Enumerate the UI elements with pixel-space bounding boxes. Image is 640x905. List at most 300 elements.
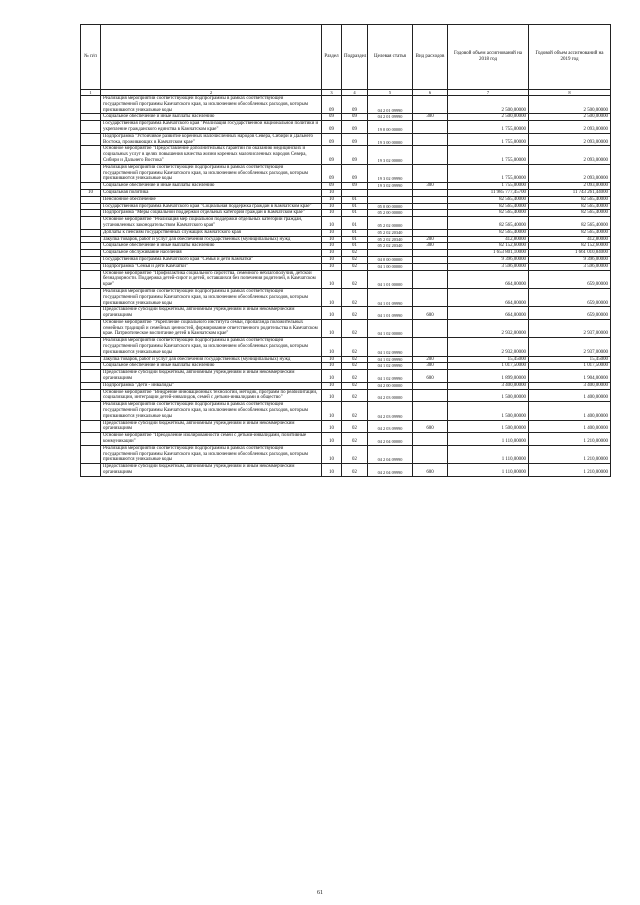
column-number: 1 (81, 90, 101, 96)
row-podrazdel: 02 (342, 338, 368, 356)
table-row (81, 263, 611, 270)
row-amount-2018: 1 110,00000 (448, 445, 529, 463)
row-amount-2018: 82 565,40000 (448, 203, 529, 210)
row-name: Основное мероприятие "Укрепление социального института семьи, пропаганда положительных семейных традиций и семейных ценностей, формирование ответственного родительства в Камчатском крае. Патриотическое воспитание детей в Камчатском крае" (101, 319, 322, 337)
row-expense-type (413, 256, 448, 263)
row-name: Основное мероприятие "Реализация мер социальной поддержки отдельных категорий граждан, установленных законодательством Камчатского края" (101, 217, 322, 230)
row-target-article: 05 2 02 20340 (368, 236, 413, 243)
row-amount-2019: 11 743 261,44000 (529, 189, 611, 196)
row-number (81, 263, 101, 270)
header-target-article: Целевая статья (368, 25, 413, 90)
row-amount-2018: 82 565,40000 (448, 210, 529, 217)
row-number (81, 183, 101, 190)
row-amount-2019: 1 400,00000 (529, 389, 611, 402)
row-amount-2018: 1 110,00000 (448, 464, 529, 477)
row-amount-2019: 1 210,00000 (529, 445, 611, 463)
row-amount-2018: 664,00000 (448, 307, 529, 320)
row-podrazdel: 02 (342, 263, 368, 270)
row-target-article: 04 2 03 09990 (368, 402, 413, 420)
row-number (81, 445, 101, 463)
row-target-article: 04 2 03 00000 (368, 389, 413, 402)
row-number (81, 243, 101, 250)
row-expense-type: 300 (413, 183, 448, 190)
row-amount-2018: 2 500,00000 (448, 114, 529, 121)
row-amount-2018: 1 899,00000 (448, 370, 529, 383)
row-amount-2018: 1 500,00000 (448, 389, 529, 402)
row-expense-type (413, 164, 448, 182)
row-razdel: 10 (322, 256, 342, 263)
row-amount-2019: 82 565,40000 (529, 217, 611, 230)
row-razdel: 10 (322, 319, 342, 337)
row-target-article: 04 1 00 00000 (368, 263, 413, 270)
header-name (101, 25, 322, 90)
column-number: 2 (101, 90, 322, 96)
row-expense-type: 300 (413, 243, 448, 250)
row-razdel: 10 (322, 203, 342, 210)
row-amount-2018: 1 500,00000 (448, 402, 529, 420)
row-amount-2018: 1 500,00000 (448, 420, 529, 433)
row-target-article: 04 2 04 09990 (368, 464, 413, 477)
row-name: Предоставление субсидий бюджетным, автономным учреждениям и иным некоммерческим организациям (101, 420, 322, 433)
row-amount-2019: 2 937,00000 (529, 319, 611, 337)
table-row (81, 445, 611, 463)
row-expense-type: 600 (413, 420, 448, 433)
row-podrazdel: 02 (342, 382, 368, 389)
row-target-article: 04 1 02 09990 (368, 338, 413, 356)
row-name: Социальное обеспечение и иные выплаты населению (101, 363, 322, 370)
row-amount-2018: 1 653 801,10000 (448, 250, 529, 257)
row-razdel: 10 (322, 464, 342, 477)
row-razdel: 10 (322, 189, 342, 196)
row-razdel: 10 (322, 338, 342, 356)
row-podrazdel: 01 (342, 210, 368, 217)
table-row (81, 338, 611, 356)
row-expense-type (413, 445, 448, 463)
row-amount-2018: 82 565,40000 (448, 196, 529, 203)
row-number (81, 382, 101, 389)
row-name: Социальное обеспечение и иные выплаты населению (101, 114, 322, 121)
row-amount-2019: 82 565,40000 (529, 203, 611, 210)
row-amount-2018: 412,80000 (448, 236, 529, 243)
row-expense-type (413, 319, 448, 337)
row-podrazdel: 01 (342, 236, 368, 243)
row-podrazdel: 02 (342, 433, 368, 446)
row-razdel: 10 (322, 420, 342, 433)
row-expense-type (413, 250, 448, 257)
row-expense-type: 600 (413, 464, 448, 477)
row-number (81, 121, 101, 134)
table-row (81, 189, 611, 196)
row-target-article: 04 1 02 09990 (368, 356, 413, 363)
row-number (81, 270, 101, 288)
row-name: Закупка товаров, работ и услуг для обеспечения государственных (муниципальных) нужд (101, 356, 322, 363)
row-number (81, 288, 101, 306)
row-target-article: 05 2 00 00000 (368, 210, 413, 217)
row-name: Подпрограмма "Устойчивое развитие коренных малочисленных народов Севера, Сибири и Дальнего Востока, проживающих в Камчатском крае" (101, 133, 322, 146)
row-podrazdel: 02 (342, 370, 368, 383)
row-razdel: 09 (322, 164, 342, 182)
table-row (81, 164, 611, 182)
row-podrazdel: 09 (342, 183, 368, 190)
row-number (81, 338, 101, 356)
row-amount-2018: 2 932,00000 (448, 319, 529, 337)
row-amount-2018: 11 985 777,45700 (448, 189, 529, 196)
table-row (81, 229, 611, 236)
row-amount-2019: 1 400,00000 (529, 402, 611, 420)
row-amount-2018: 3 596,00000 (448, 263, 529, 270)
row-name: Доплаты к пенсиям государственных служащих Камчатского края (101, 229, 322, 236)
row-razdel: 10 (322, 217, 342, 230)
table-row (81, 389, 611, 402)
row-target-article (368, 189, 413, 196)
row-podrazdel: 09 (342, 114, 368, 121)
row-razdel: 10 (322, 356, 342, 363)
row-amount-2019: 2 937,00000 (529, 338, 611, 356)
table-row (81, 196, 611, 203)
row-amount-2018: 1 755,00000 (448, 121, 529, 134)
table-row (81, 420, 611, 433)
row-number (81, 236, 101, 243)
row-target-article: 19 3 02 09990 (368, 183, 413, 190)
row-expense-type (413, 382, 448, 389)
header-num: № п/п (81, 25, 101, 90)
table-row (81, 210, 611, 217)
column-number: 4 (342, 90, 368, 96)
row-amount-2018: 1 017,50000 (448, 363, 529, 370)
row-target-article: 05 2 02 00000 (368, 217, 413, 230)
row-amount-2018: 82 565,40000 (448, 217, 529, 230)
row-expense-type (413, 389, 448, 402)
row-podrazdel: 01 (342, 229, 368, 236)
row-razdel: 10 (322, 196, 342, 203)
table-row (81, 146, 611, 164)
header-2019-amount: Годовой объем ассигнований на 2019 год (529, 25, 611, 90)
row-razdel: 10 (322, 445, 342, 463)
row-number (81, 319, 101, 337)
row-amount-2019: 82 565,40000 (529, 196, 611, 203)
row-number (81, 196, 101, 203)
row-amount-2019: 82 565,40000 (529, 210, 611, 217)
row-target-article: 05 2 02 20340 (368, 229, 413, 236)
row-name: Социальное обеспечение и иные выплаты населению (101, 183, 322, 190)
row-amount-2019: 9 396,00000 (529, 256, 611, 263)
table-row (81, 121, 611, 134)
table-row (81, 203, 611, 210)
row-expense-type (413, 338, 448, 356)
row-expense-type: 600 (413, 370, 448, 383)
row-expense-type (413, 229, 448, 236)
row-amount-2018: 664,00000 (448, 288, 529, 306)
row-target-article: 05 2 02 20340 (368, 243, 413, 250)
row-expense-type (413, 270, 448, 288)
row-podrazdel: 02 (342, 288, 368, 306)
row-number (81, 363, 101, 370)
row-name: Подпрограмма "Семья и дети Камчатки" (101, 263, 322, 270)
row-podrazdel: 02 (342, 319, 368, 337)
row-target-article: 04 1 01 09990 (368, 307, 413, 320)
row-razdel: 09 (322, 183, 342, 190)
row-razdel: 10 (322, 263, 342, 270)
row-target-article: 04 2 00 00000 (368, 382, 413, 389)
table-row (81, 370, 611, 383)
row-number (81, 256, 101, 263)
row-name: Реализация мероприятий соответствующей подпрограммы в рамках соответствующей государственной программы Камчатского края, за исключением обособленных расходов, которым присваиваются уникальные коды (101, 288, 322, 306)
row-number (81, 464, 101, 477)
row-amount-2019: 2 093,00000 (529, 121, 611, 134)
row-podrazdel: 02 (342, 356, 368, 363)
row-number (81, 389, 101, 402)
row-amount-2018: 664,00000 (448, 270, 529, 288)
row-amount-2018: 1 755,00000 (448, 146, 529, 164)
row-name: Предоставление субсидий бюджетным, автономным учреждениям и иным некоммерческим организациям (101, 370, 322, 383)
row-target-article: 04 2 04 09990 (368, 445, 413, 463)
row-amount-2019: 1 017,50000 (529, 363, 611, 370)
row-target-article: 04 1 02 09990 (368, 363, 413, 370)
row-amount-2018: 2 932,00000 (448, 338, 529, 356)
row-amount-2019: 2 093,00000 (529, 146, 611, 164)
row-amount-2019: 659,00000 (529, 288, 611, 306)
row-razdel: 10 (322, 210, 342, 217)
row-target-article: 19 3 02 09990 (368, 164, 413, 182)
row-target-article: 04 1 01 09990 (368, 288, 413, 306)
row-amount-2018: 1 755,00000 (448, 164, 529, 182)
row-podrazdel: 02 (342, 250, 368, 257)
table-row (81, 319, 611, 337)
row-amount-2019: 659,00000 (529, 270, 611, 288)
budget-table (80, 24, 611, 477)
row-name: Основное мероприятие "Предоставление дополнительных гарантий по оказанию медицинских и социальных услуг в целях повышения качества жизни коренных малочисленных народов Севера, Сибири и Дальнего Востока" (101, 146, 322, 164)
row-number (81, 402, 101, 420)
table-row (81, 256, 611, 263)
row-name: Реализация мероприятий соответствующей подпрограммы в рамках соответствующей государственной программы Камчатского края, за исключением обособленных расходов, которым присваиваются уникальные коды (101, 445, 322, 463)
row-razdel: 10 (322, 389, 342, 402)
table-row (81, 464, 611, 477)
row-number (81, 164, 101, 182)
row-expense-type: 300 (413, 363, 448, 370)
row-number (81, 250, 101, 257)
row-amount-2019: 1 661 010,84000 (529, 250, 611, 257)
row-name: Социальное обслуживание населения (101, 250, 322, 257)
row-number (81, 217, 101, 230)
row-name: Основное мероприятие "Преодоление изолированности семей с детьми-инвалидами, позитивные коммуникации" (101, 433, 322, 446)
row-number: 10 (81, 189, 101, 196)
row-amount-2019: 659,00000 (529, 307, 611, 320)
column-number: 3 (322, 90, 342, 96)
row-expense-type (413, 133, 448, 146)
budget-table-sheet (80, 24, 610, 477)
row-name: Реализация мероприятий соответствующей подпрограммы в рамках соответствующей государственной программы Камчатского края, за исключением обособленных расходов, которым присваиваются уникальные коды (101, 164, 322, 182)
table-row (81, 183, 611, 190)
row-number (81, 370, 101, 383)
row-amount-2019: 3 400,00000 (529, 382, 611, 389)
row-expense-type (413, 146, 448, 164)
row-razdel: 10 (322, 370, 342, 383)
row-name: Реализация мероприятий соответствующей подпрограммы в рамках соответствующей государственной программы Камчатского края, за исключением обособленных расходов, которым присваиваются уникальные коды (101, 96, 322, 114)
table-row (81, 433, 611, 446)
row-razdel: 09 (322, 146, 342, 164)
column-number: 6 (413, 90, 448, 96)
column-number: 5 (368, 90, 413, 96)
table-row (81, 96, 611, 114)
row-expense-type (413, 189, 448, 196)
row-podrazdel: 02 (342, 307, 368, 320)
table-row (81, 307, 611, 320)
row-razdel: 09 (322, 133, 342, 146)
row-razdel: 10 (322, 433, 342, 446)
row-target-article: 04 0 00 00000 (368, 256, 413, 263)
row-razdel: 10 (322, 243, 342, 250)
row-target-article: 05 0 00 00000 (368, 203, 413, 210)
row-amount-2019: 2 093,00000 (529, 133, 611, 146)
row-number (81, 210, 101, 217)
header-expense-type: Вид расходов (413, 25, 448, 90)
row-number (81, 133, 101, 146)
row-amount-2018: 15,45000 (448, 356, 529, 363)
table-row (81, 382, 611, 389)
row-target-article: 19 3 00 00000 (368, 133, 413, 146)
table-row (81, 363, 611, 370)
row-name: Государственная программа Камчатского края "Семья и дети Камчатки" (101, 256, 322, 263)
row-target-article: 19 3 02 00000 (368, 146, 413, 164)
table-row (81, 356, 611, 363)
row-podrazdel (342, 189, 368, 196)
row-razdel: 10 (322, 250, 342, 257)
row-expense-type: 200 (413, 236, 448, 243)
row-number (81, 203, 101, 210)
row-target-article (368, 250, 413, 257)
row-podrazdel: 09 (342, 146, 368, 164)
row-expense-type (413, 288, 448, 306)
row-podrazdel: 01 (342, 203, 368, 210)
row-expense-type (413, 263, 448, 270)
row-expense-type (413, 196, 448, 203)
row-number (81, 96, 101, 114)
column-number: 8 (529, 90, 611, 96)
row-amount-2018: 1 110,00000 (448, 433, 529, 446)
row-podrazdel: 02 (342, 420, 368, 433)
row-podrazdel: 02 (342, 402, 368, 420)
row-expense-type (413, 402, 448, 420)
page-number: 61 (317, 890, 323, 896)
row-podrazdel: 01 (342, 196, 368, 203)
table-row (81, 133, 611, 146)
row-target-article: 04 2 03 09990 (368, 420, 413, 433)
row-podrazdel: 02 (342, 363, 368, 370)
row-name: Реализация мероприятий соответствующей подпрограммы в рамках соответствующей государственной программы Камчатского края, за исключением обособленных расходов, которым присваиваются уникальные коды (101, 338, 322, 356)
row-name: Основное мероприятие "Профилактика социального сиротства, семейного неблагополучия, детской безнадзорности. Поддержка детей-сирот и детей, оставшихся без попечения родителей, в Камчатском крае" (101, 270, 322, 288)
table-row (81, 114, 611, 121)
row-amount-2019: 2 500,00000 (529, 114, 611, 121)
row-target-article: 04 1 01 00000 (368, 270, 413, 288)
row-expense-type (413, 96, 448, 114)
row-podrazdel: 02 (342, 389, 368, 402)
row-expense-type: 200 (413, 356, 448, 363)
row-razdel: 10 (322, 270, 342, 288)
row-name: Социальная политика (101, 189, 322, 196)
row-target-article: 19 0 00 00000 (368, 121, 413, 134)
row-razdel: 10 (322, 307, 342, 320)
row-podrazdel: 01 (342, 217, 368, 230)
row-name: Предоставление субсидий бюджетным, автономным учреждениям и иным некоммерческим организациям (101, 464, 322, 477)
row-amount-2018: 1 755,00000 (448, 183, 529, 190)
row-name: Подпрограмма "Меры социальной поддержки отдельных категорий граждан в Камчатском крае" (101, 210, 322, 217)
row-number (81, 114, 101, 121)
row-amount-2018: 3 400,00000 (448, 382, 529, 389)
row-name: Государственная программа Камчатского края "Социальная поддержка граждан в Камчатском крае" (101, 203, 322, 210)
row-amount-2019: 2 093,00000 (529, 164, 611, 182)
table-row (81, 288, 611, 306)
row-expense-type (413, 210, 448, 217)
row-razdel: 10 (322, 236, 342, 243)
row-target-article: 04 2 04 00000 (368, 433, 413, 446)
row-amount-2019: 2 500,00000 (529, 96, 611, 114)
table-row (81, 402, 611, 420)
row-amount-2019: 412,80000 (529, 236, 611, 243)
row-target-article: 04 2 01 09990 (368, 96, 413, 114)
row-name: Основное мероприятие "Внедрение инновационных технологий, методик, программ по реабилитации, социализации, интеграции детей-инвалидов, семей с детьми-инвалидами в общество" (101, 389, 322, 402)
row-expense-type: 300 (413, 114, 448, 121)
row-name: Государственная программа Камчатского края "Реализация государственной национальной политики и укрепление гражданского единства в Камчатском крае" (101, 121, 322, 134)
row-amount-2019: 82 152,60000 (529, 243, 611, 250)
table-row (81, 250, 611, 257)
row-podrazdel: 09 (342, 121, 368, 134)
row-amount-2018: 82 565,40000 (448, 229, 529, 236)
row-expense-type (413, 203, 448, 210)
header-podrazdel: Подраздел (342, 25, 368, 90)
row-podrazdel: 09 (342, 133, 368, 146)
row-number (81, 420, 101, 433)
row-podrazdel: 02 (342, 256, 368, 263)
row-name: Закупка товаров, работ и услуг для обеспечения государственных (муниципальных) нужд (101, 236, 322, 243)
row-number (81, 433, 101, 446)
row-name: Предоставление субсидий бюджетным, автономным учреждениям и иным некоммерческим организациям (101, 307, 322, 320)
table-row (81, 270, 611, 288)
row-expense-type: 600 (413, 307, 448, 320)
row-razdel: 09 (322, 96, 342, 114)
row-razdel: 10 (322, 288, 342, 306)
header-2018-amount: Годовой объем ассигнований на 2018 год (448, 25, 529, 90)
row-amount-2019: 1 904,00000 (529, 370, 611, 383)
table-row (81, 236, 611, 243)
row-amount-2019: 1 400,00000 (529, 420, 611, 433)
table-row (81, 217, 611, 230)
row-podrazdel: 02 (342, 270, 368, 288)
row-amount-2018: 9 396,00000 (448, 256, 529, 263)
row-amount-2019: 82 565,40000 (529, 229, 611, 236)
row-razdel: 10 (322, 363, 342, 370)
row-expense-type (413, 121, 448, 134)
table-header-row (81, 25, 611, 90)
row-amount-2019: 3 596,00000 (529, 263, 611, 270)
table-row (81, 243, 611, 250)
row-razdel: 10 (322, 382, 342, 389)
row-podrazdel: 01 (342, 243, 368, 250)
column-number: 7 (448, 90, 529, 96)
row-podrazdel: 09 (342, 164, 368, 182)
row-number (81, 307, 101, 320)
row-number (81, 229, 101, 236)
row-amount-2018: 82 152,60000 (448, 243, 529, 250)
row-razdel: 09 (322, 121, 342, 134)
row-number (81, 146, 101, 164)
row-amount-2018: 2 500,00000 (448, 96, 529, 114)
row-name: Реализация мероприятий соответствующей подпрограммы в рамках соответствующей государственной программы Камчатского края, за исключением обособленных расходов, которым присваиваются уникальные коды (101, 402, 322, 420)
row-amount-2019: 1 210,00000 (529, 464, 611, 477)
row-target-article: 04 1 02 09990 (368, 370, 413, 383)
row-amount-2019: 15,45000 (529, 356, 611, 363)
row-razdel: 10 (322, 402, 342, 420)
table-body (81, 90, 611, 477)
